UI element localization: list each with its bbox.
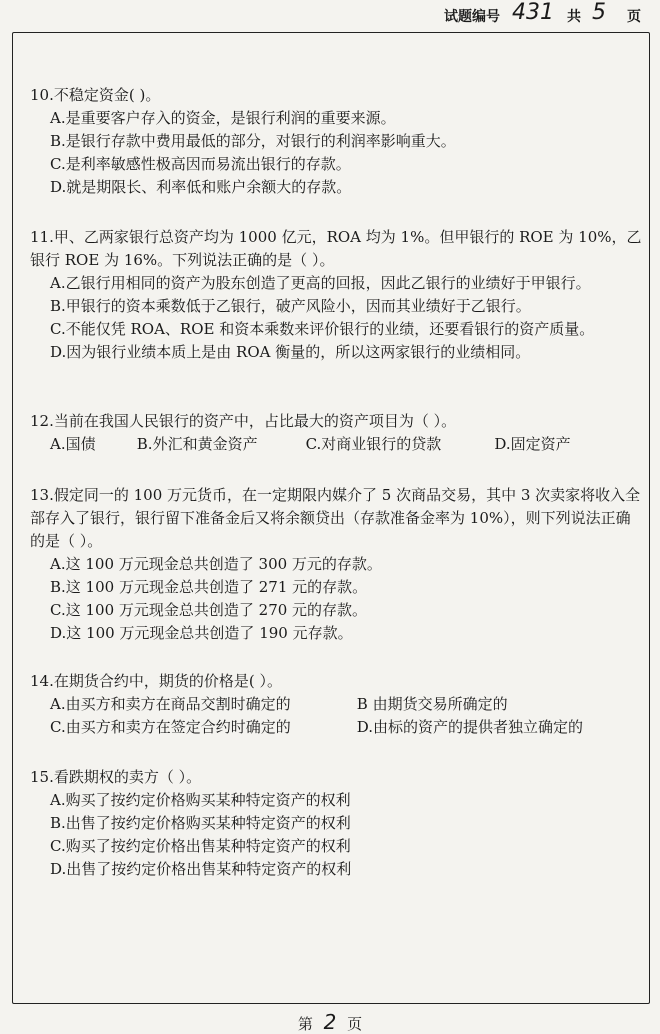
option-b: B 由期货交易所确定的	[356, 695, 508, 713]
question-14	[30, 670, 645, 739]
option-a: A.是重要客户存入的资金，是银行利润的重要来源。	[50, 109, 396, 127]
question-stem: 12.当前在我国人民银行的资产中，占比最大的资产项目为（ ）。	[30, 412, 457, 430]
option-b: B.是银行存款中费用最低的部分，对银行的利润率影响重大。	[50, 132, 456, 150]
option-b: B.甲银行的资本乘数低于乙银行，破产风险小，因而其业绩好于乙银行。	[50, 297, 531, 315]
option-a: A.国债	[50, 435, 96, 453]
option-c: C.是利率敏感性极高因而易流出银行的存款。	[50, 155, 351, 173]
option-d: D.就是期限长、利率低和账户余额大的存款。	[50, 178, 352, 196]
option-c: C.不能仅凭 ROA、ROE 和资本乘数来评价银行的业绩，还要看银行的资产质量。	[50, 320, 595, 338]
exam-code-value: 431	[512, 0, 554, 25]
page-number-suffix: 页	[347, 1015, 363, 1033]
page-footer	[0, 1010, 660, 1034]
option-c: C.对商业银行的贷款	[305, 435, 442, 453]
total-pages-prefix: 共	[567, 9, 581, 25]
option-d: D.出售了按约定价格出售某种特定资产的权利	[50, 860, 352, 878]
option-d: D.由标的资产的提供者独立确定的	[356, 718, 584, 736]
option-b: B.出售了按约定价格购买某种特定资产的权利	[50, 814, 351, 832]
options-row-2	[30, 716, 645, 739]
total-pages-value: 5	[592, 0, 606, 25]
option-a: A.乙银行用相同的资产为股东创造了更高的回报，因此乙银行的业绩好于甲银行。	[50, 274, 591, 292]
exam-code-label: 试题编号	[444, 9, 500, 25]
question-12	[30, 410, 645, 456]
question-stem: 11.甲、乙两家银行总资产均为 1000 亿元，ROA 均为 1%。但甲银行的 ROE 为 10%，乙银行 ROE 为 16%。下列说法正确的是（ ）。	[30, 228, 642, 269]
option-d: D.这 100 万元现金总共创造了 190 元存款。	[50, 624, 353, 642]
option-c: C.由买方和卖方在签定合约时确定的	[50, 718, 291, 736]
question-stem: 13.假定同一的 100 万元货币，在一定期限内媒介了 5 次商品交易，其中 3 次卖家将收入全部存入了银行，银行留下准备金后又将余额贷出（存款准备金率为 10%），则下列说法正确的是（ ）。	[30, 486, 641, 550]
options-row	[30, 433, 645, 456]
option-d: D.固定资产	[494, 435, 571, 453]
option-a: A.这 100 万元现金总共创造了 300 万元的存款。	[50, 555, 382, 573]
question-10	[30, 84, 645, 199]
exam-header	[0, 0, 660, 30]
option-b: B.外汇和黄金资产	[136, 435, 258, 453]
page-number-prefix: 第	[297, 1015, 313, 1033]
question-13	[30, 484, 645, 645]
option-a: A.购买了按约定价格购买某种特定资产的权利	[50, 791, 351, 809]
option-a: A.由买方和卖方在商品交割时确定的	[50, 695, 291, 713]
question-15	[30, 766, 645, 881]
page-number: 2	[323, 1010, 337, 1034]
question-stem: 15.看跌期权的卖方（ ）。	[30, 768, 202, 786]
option-c: C.这 100 万元现金总共创造了 270 元的存款。	[50, 601, 368, 619]
question-stem: 10.不稳定资金( )。	[30, 86, 161, 104]
option-d: D.因为银行业绩本质上是由 ROA 衡量的，所以这两家银行的业绩相同。	[50, 343, 531, 361]
option-c: C.购买了按约定价格出售某种特定资产的权利	[50, 837, 351, 855]
option-b: B.这 100 万元现金总共创造了 271 元的存款。	[50, 578, 368, 596]
question-11	[30, 226, 645, 364]
question-stem: 14.在期货合约中，期货的价格是( ）。	[30, 672, 282, 690]
total-pages-suffix: 页	[627, 9, 641, 25]
options-row-1	[30, 693, 645, 716]
